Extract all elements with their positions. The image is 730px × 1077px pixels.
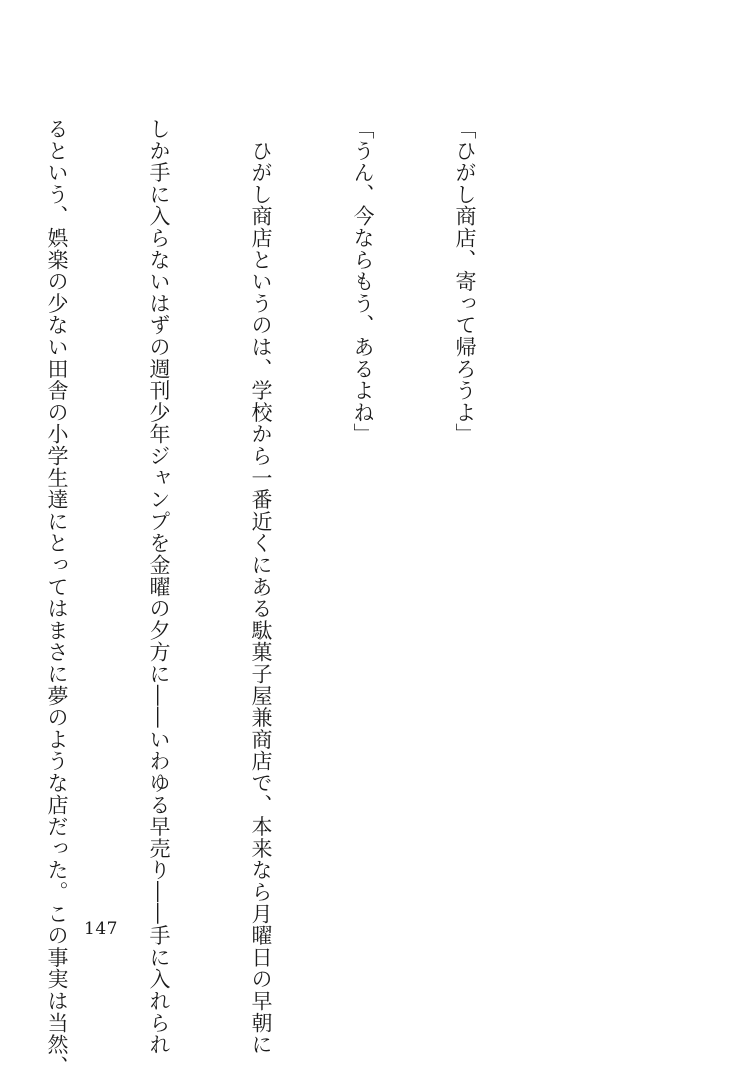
text-line-5: るという、娯楽の少ない田舎の小学生達にとってはまさに夢のような店だった。この事実は当然、 <box>45 118 69 1077</box>
page-number: 147 <box>84 919 118 939</box>
text-line-1: 「ひがし商店、寄って帰ろうよ」 <box>453 118 477 445</box>
text-line-2: 「うん、今ならもう、あるよね」 <box>351 118 375 445</box>
text-line-4: しか手に入らないはずの週刊少年ジャンプを金曜の夕方に――いわゆる早売り――手に入れられ <box>147 118 171 1056</box>
text-line-3: ひがし商店というのは、学校から一番近くにある駄菓子屋兼商店で、本来なら月曜日の早朝に <box>249 118 273 1056</box>
